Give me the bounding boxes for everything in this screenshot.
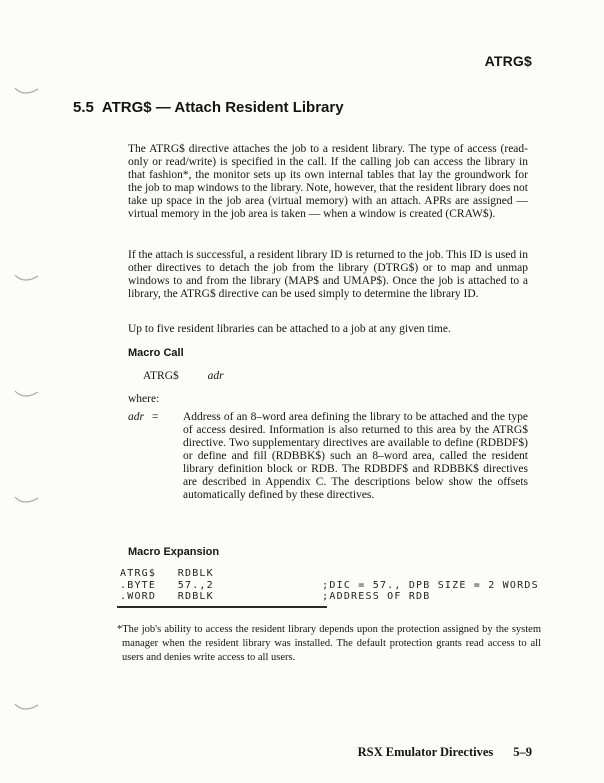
footer-page-number: 5–9 [513,745,532,759]
scan-squiggle-mark [14,388,40,400]
footnote-text: *The job's ability to access the resident library depends upon the protection assigned by the system manager when the resident library was installed. The default protection grants read access to all users and denies write access to all users. [117,623,541,663]
paragraph-attach-result: If the attach is successful, a resident library ID is returned to the job. This ID is used in other directives to detach the job from the library (DTRG$) or to map and unmap windows to and from the library (MAP$ and UMAP$). Once the job is attached to a library, the ATRG$ directive can be used simply to determine the library ID. [128,248,528,300]
argument-equals-sign: = [152,411,159,423]
footer-book-title: RSX Emulator Directives [357,745,494,759]
macro-call-syntax [143,370,224,382]
paragraph-intro: The ATRG$ directive attaches the job to a resident library. The type of access (read-only or read/write) is specified in the call. If the calling job can access the library in that fashion*, the monitor sets up its own internal tables that lay the groundwork for the job to map windows to the library. Note, however, that the resident library does not take up space in the job area (virtual memory) with an attach. APRs are assigned — virtual memory in the job area is taken — when a window is created (CRAW$). [128,142,528,220]
section-number: 5.5 [73,99,94,116]
section-title: ATRG$ — Attach Resident Library [101,99,344,116]
code-line: .WORD RDBLK ;ADDRESS OF RDB [120,591,431,603]
where-label: where: [128,393,160,405]
code-line: .BYTE 57.,2 ;DIC = 57., DPB SIZE = 2 WORDS [120,579,539,591]
macro-expansion-heading: Macro Expansion [128,546,220,558]
scan-squiggle-mark [14,85,40,97]
section-heading [73,99,344,116]
scan-squiggle-mark [14,272,40,284]
code-line: ATRG$ RDBLK [120,568,214,579]
macro-expansion-code [120,568,539,603]
scan-squiggle-mark [14,494,40,506]
paragraph-limit: Up to five resident libraries can be attached to a job at any given time. [128,322,451,335]
scan-squiggle-mark [14,701,40,713]
argument-name: adr [128,411,144,423]
macro-call-heading: Macro Call [128,347,184,359]
running-head: ATRG$ [484,53,532,69]
footnote-separator-rule [117,606,327,608]
macro-call-directive: ATRG$ [143,370,179,382]
macro-call-operand: adr [207,370,224,382]
argument-description: Address of an 8–word area defining the library to be attached and the type of access desired. Information is also returned to this area by the ATRG$ directive. Two supplementary directives are available to define (RDBDF$) or define and fill (RDBBK$) such an 8–word area, called the resident library definition block or RDB. The RDBDF$ and RDBBK$ directives are described in Appendix C. The descriptions below show the offsets automatically defined by these directives. [183,411,528,501]
page-footer [358,745,532,760]
